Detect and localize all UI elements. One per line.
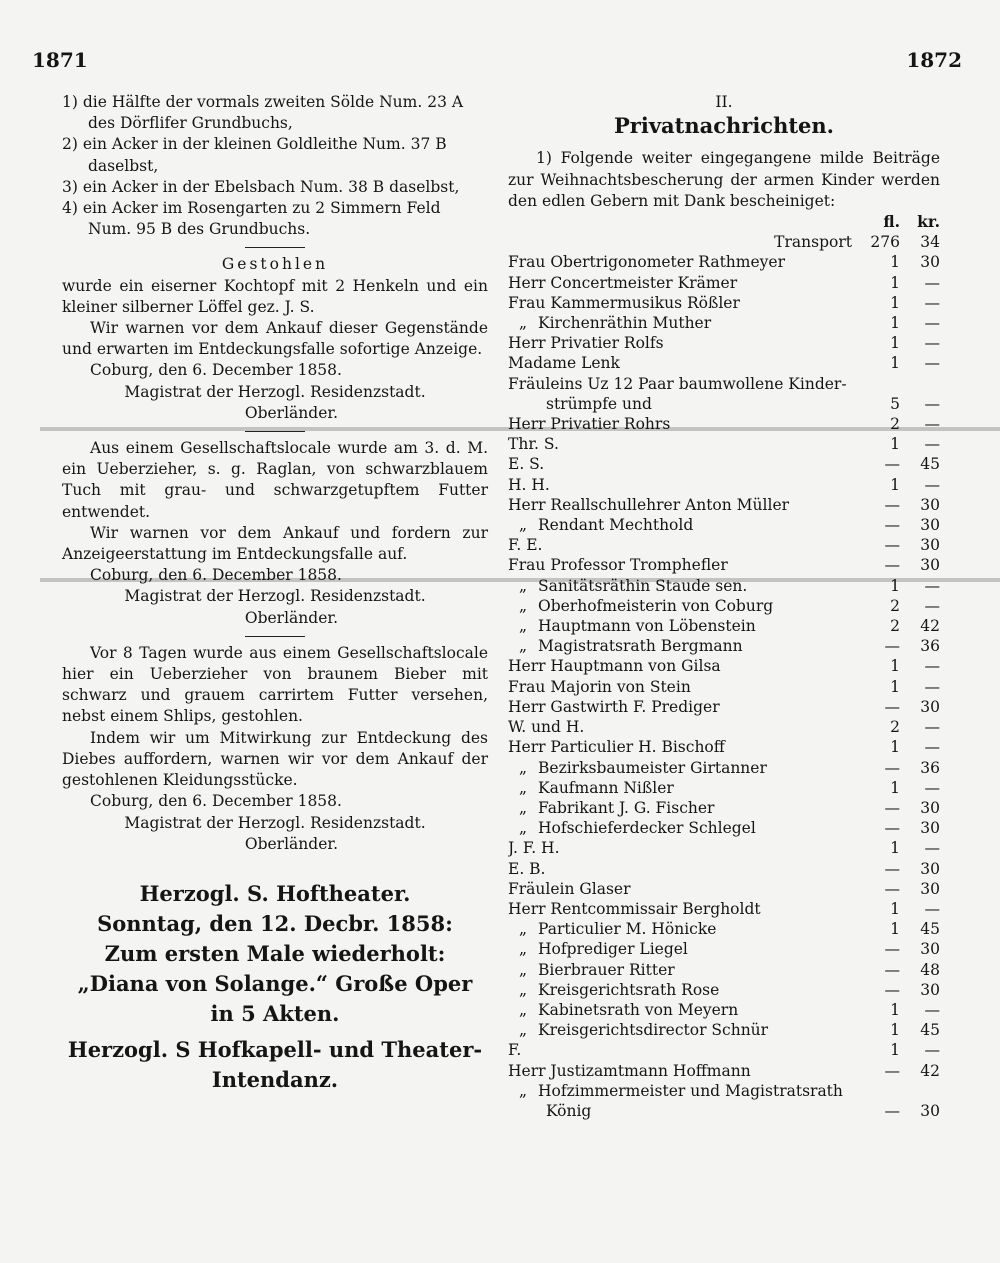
table-row [508,293,940,313]
donor-name: E. S. [508,455,545,474]
amount-fl: 1 [890,738,900,757]
donor-cell [508,1020,860,1040]
amount-kr: 48 [920,960,940,979]
ditto-mark: „ [518,637,528,656]
donor-name: Fräuleins Uz 12 Paar baumwollene Kinder- [508,374,847,393]
table-row [508,394,940,414]
amount-fl: — [884,819,900,838]
amount-kr: 30 [920,798,940,817]
table-row [508,616,940,636]
donor-name: Fabrikant J. G. Fischer [538,798,715,817]
table-row [508,879,940,899]
transport-row [508,232,940,252]
table-row [508,636,940,656]
amount-kr: 30 [920,940,940,959]
donor-name: Hofprediger Liegel [538,940,688,959]
ditto-mark: „ [518,1000,528,1019]
amount-fl: 1 [890,314,900,333]
amount-fl: 1 [890,293,900,312]
amount-fl: — [884,637,900,656]
amount-kr: — [924,435,940,454]
donor-name: Kreisgerichtsrath Rose [538,980,720,999]
table-row [508,576,940,596]
donor-cell [508,636,860,656]
amount-fl [860,374,904,394]
donor-cell [508,838,860,858]
donor-name: Hofschieferdecker Schlegel [538,819,756,838]
theatre-date: Sonntag, den 12. Decbr. 1858: [97,910,453,936]
theatre-title: Herzogl. S. Hoftheater. [139,880,411,906]
table-row [508,1101,940,1121]
donor-cell [508,798,860,818]
donor-name: F. [508,1041,522,1060]
table-row [508,454,940,474]
table-row [508,1061,940,1081]
table-row [508,434,940,454]
ditto-mark: „ [518,980,528,999]
donor-cell [508,939,860,959]
table-row [508,313,940,333]
donor-cell [508,758,860,778]
amount-fl: 1 [890,253,900,272]
donor-cell [508,879,860,899]
donor-cell [508,677,860,697]
amount-kr: — [924,334,940,353]
list-item: 3) ein Acker in der Ebelsbach Num. 38 B daselbst, [62,177,460,196]
donor-cell [508,697,860,717]
table-row [508,960,940,980]
ditto-mark: „ [518,798,528,817]
table-row [508,859,940,879]
donor-cell [508,919,860,939]
donor-cell [508,313,860,333]
table-row [508,333,940,353]
table-row [508,1000,940,1020]
amount-kr: 30 [920,819,940,838]
donor-cell [508,353,860,373]
amount-fl: 1 [890,920,900,939]
amount-kr: — [924,576,940,595]
list-item: 1) die Hälfte der vormals zweiten Sölde Num. 23 A des Dörflifer Grundbuchs, [62,93,464,133]
donor-name: strümpfe und [546,394,652,413]
donor-name: J. F. H. [508,839,560,858]
donor-name: Sanitätsräthin Staude sen. [538,576,748,595]
amount-fl: 1 [890,354,900,373]
donor-cell [508,434,860,454]
right-column [508,92,940,1121]
donor-name: H. H. [508,475,550,494]
donor-name: Oberhofmeisterin von Coburg [538,596,774,615]
amount-fl: — [884,879,900,898]
donor-name: Herr Privatier Rolfs [508,334,664,353]
page-number-left: 1871 [32,48,88,72]
amount-kr: 30 [920,859,940,878]
amount-kr: 42 [920,617,940,636]
notice-heading: Gestohlen [221,255,329,274]
donor-name: Madame Lenk [508,354,620,373]
amount-fl: 1 [890,273,900,292]
ditto-mark: „ [518,920,528,939]
table-row [508,697,940,717]
table-row [508,778,940,798]
amount-fl: 1 [890,435,900,454]
donor-name: Herr Justizamtmann Hoffmann [508,1061,751,1080]
donor-cell [508,475,860,495]
donor-cell [508,1061,860,1081]
amount-kr: 42 [920,1061,940,1080]
donor-cell [508,333,860,353]
amount-kr: 30 [920,697,940,716]
amount-fl: — [884,495,900,514]
amount-fl: — [884,697,900,716]
amount-kr [904,374,940,394]
donor-name: Hofzimmermeister und Magistratsrath [538,1081,843,1100]
amount-kr: — [924,475,940,494]
donor-cell [508,1101,860,1121]
theatre-line: Zum ersten Male wiederholt: [104,940,446,966]
ditto-mark: „ [518,819,528,838]
donor-cell [508,555,860,575]
amount-kr: — [924,1041,940,1060]
amount-kr: 36 [920,637,940,656]
donor-name: Magistratsrath Bergmann [538,637,743,656]
amount-fl: 1 [890,778,900,797]
notice-date: Coburg, den 6. December 1858. [90,792,342,811]
donor-name: Herr Particulier H. Bischoff [508,738,725,757]
table-row [508,414,940,434]
amount-fl: — [884,758,900,777]
ditto-mark: „ [518,1021,528,1040]
ditto-mark: „ [518,778,528,797]
donor-name: Frau Professor Tromphefler [508,556,728,575]
amount-fl: — [884,516,900,535]
separator-rule [245,431,305,432]
donor-cell [508,818,860,838]
theatre-line: „Diana von Solange.“ Große Oper [77,970,473,996]
table-row [508,939,940,959]
donor-cell [508,1000,860,1020]
table-row [508,596,940,616]
amount-kr: 30 [920,879,940,898]
table-row [508,1020,940,1040]
amount-fl: — [884,1061,900,1080]
notice-authority: Magistrat der Herzogl. Residenzstadt. [124,382,426,401]
donor-name: Frau Obertrigonometer Rathmeyer [508,253,785,272]
notice-body: wurde ein eiserner Kochtopf mit 2 Henkeln und ein kleiner silberner Löffel gez. J. S. [62,276,488,316]
donor-cell [508,1081,860,1101]
notice-authority: Magistrat der Herzogl. Residenzstadt. [124,587,426,606]
table-row [508,717,940,737]
amount-fl: — [884,536,900,555]
donor-name: Herr Privatier Rohrs [508,415,671,434]
donor-name: Thr. S. [508,435,559,454]
amount-kr: — [924,394,940,413]
amount-fl: — [884,455,900,474]
table-row [508,475,940,495]
transport-fl: 276 [870,233,900,252]
separator-rule [245,636,305,637]
amount-fl: 1 [890,1021,900,1040]
amount-fl: 1 [890,677,900,696]
table-row [508,515,940,535]
amount-fl: 1 [890,334,900,353]
amount-fl: 1 [890,1000,900,1019]
table-row [508,555,940,575]
amount-fl: 1 [890,899,900,918]
amount-kr: — [924,293,940,312]
donor-cell [508,576,860,596]
donor-cell [508,535,860,555]
amount-kr: — [924,899,940,918]
notice-body: Vor 8 Tagen wurde aus einem Gesellschaftslocale hier ein Ueberzieher von braunem Bieber mit schwarz und grauem carrirtem Futter versehen, nebst einem Shlips, gestohlen. [62,643,488,726]
table-row [508,1081,940,1101]
donor-cell [508,717,860,737]
donor-cell [508,394,860,414]
table-row [508,273,940,293]
ditto-mark: „ [518,314,528,333]
donor-cell [508,859,860,879]
table-row [508,899,940,919]
left-column [62,92,488,1095]
donor-cell [508,454,860,474]
notice-signature: Oberländer. [244,834,338,853]
notice-date: Coburg, den 6. December 1858. [90,361,342,380]
donor-name: Hauptmann von Löbenstein [538,617,756,636]
ditto-mark: „ [518,516,528,535]
transport-label: Transport [774,233,852,252]
donor-cell [508,273,860,293]
donor-name: Herr Concertmeister Krämer [508,273,738,292]
notice-signature: Oberländer. [244,403,338,422]
donor-name: Frau Kammermusikus Rößler [508,293,740,312]
amount-kr: — [924,273,940,292]
ditto-mark: „ [518,960,528,979]
amount-fl: — [884,980,900,999]
amount-kr: — [924,596,940,615]
donor-name: Particulier M. Hönicke [538,920,717,939]
donor-cell [508,414,860,434]
donor-name: Kabinetsrath von Meyern [538,1000,739,1019]
donor-name: Herr Reallschullehrer Anton Müller [508,495,790,514]
ditto-mark: „ [518,1081,528,1100]
amount-kr: 30 [920,980,940,999]
donor-cell [508,616,860,636]
donor-name: E. B. [508,859,546,878]
donor-name: Rendant Mechthold [538,516,694,535]
amount-fl [860,1081,904,1101]
amount-fl: 2 [890,596,900,615]
ditto-mark: „ [518,576,528,595]
amount-kr [904,1081,940,1101]
ditto-mark: „ [518,940,528,959]
amount-kr: — [924,1000,940,1019]
amount-kr: 30 [920,516,940,535]
table-row [508,758,940,778]
donor-name: Herr Rentcommissair Bergholdt [508,899,761,918]
amount-fl: 2 [890,415,900,434]
amount-kr: 30 [920,495,940,514]
page-number-right: 1872 [906,48,962,72]
amount-fl: 1 [890,657,900,676]
amount-kr: 30 [920,253,940,272]
amount-kr: 30 [920,556,940,575]
table-header-row [508,212,940,232]
amount-fl: 1 [890,1041,900,1060]
table-row [508,252,940,272]
table-row [508,677,940,697]
notice-warning: Indem wir um Mitwirkung zur Entdeckung des Diebes auffordern, warnen wir vor dem Ankauf der gestohlenen Kleidungsstücke. [62,728,488,790]
amount-fl: — [884,940,900,959]
table-row [508,737,940,757]
ditto-mark: „ [518,758,528,777]
table-row [508,535,940,555]
list-item: 2) ein Acker in der kleinen Goldleithe Num. 37 B daselbst, [62,135,447,175]
amount-kr: 45 [920,920,940,939]
amount-fl: 1 [890,839,900,858]
table-row [508,353,940,373]
amount-fl: — [884,960,900,979]
donor-cell [508,374,860,394]
amount-fl: — [884,859,900,878]
amount-kr: 36 [920,758,940,777]
donor-name: Bierbrauer Ritter [538,960,675,979]
notice-warning: Wir warnen vor dem Ankauf dieser Gegenstände und erwarten im Entdeckungsfalle sofortige Anzeige. [62,319,488,359]
table-row [508,374,940,394]
donor-name: F. E. [508,536,543,555]
notice-warning: Wir warnen vor dem Ankauf und fordern zur Anzeigeerstattung im Entdeckungsfalle auf. [62,523,488,564]
donor-cell [508,252,860,272]
amount-kr: 45 [920,1021,940,1040]
amount-fl: 1 [890,475,900,494]
amount-fl: 2 [890,617,900,636]
donor-name: Kaufmann Nißler [538,778,674,797]
theatre-signature: Herzogl. S Hofkapell- und Theater-Intendanz. [67,1036,483,1092]
list-item: 4) ein Acker im Rosengarten zu 2 Simmern Feld Num. 95 B des Grundbuchs. [62,199,441,239]
transport-kr: 34 [920,233,940,252]
ditto-mark: „ [518,596,528,615]
ditto-mark: „ [518,617,528,636]
amount-fl: — [884,556,900,575]
amount-kr: 45 [920,455,940,474]
amount-kr: 30 [920,536,940,555]
notice-authority: Magistrat der Herzogl. Residenzstadt. [124,813,426,832]
table-row [508,818,940,838]
amount-kr: — [924,415,940,434]
notice-body: Aus einem Gesellschaftslocale wurde am 3. d. M. ein Ueberzieher, s. g. Raglan, von schwarzblauem Tuch mit grau- und schwarzgetupftem Futter entwendet. [62,439,488,521]
amount-fl: 5 [890,394,900,413]
separator-rule [245,247,305,248]
amount-kr: — [924,839,940,858]
amount-kr: — [924,718,940,737]
donor-cell [508,737,860,757]
donor-cell [508,899,860,919]
donor-name: Kreisgerichtsdirector Schnür [538,1021,769,1040]
donor-name: Herr Hauptmann von Gilsa [508,657,721,676]
table-row [508,980,940,1000]
donor-cell [508,596,860,616]
amount-kr: 30 [920,1101,940,1120]
donor-name: Kirchenräthin Muther [538,314,712,333]
amount-kr: — [924,677,940,696]
donor-cell [508,495,860,515]
donor-cell [508,656,860,676]
column-header-fl: fl. [883,212,900,232]
donor-cell [508,778,860,798]
amount-kr: — [924,657,940,676]
table-row [508,1040,940,1060]
donor-cell [508,960,860,980]
donor-cell [508,293,860,313]
amount-kr: — [924,778,940,797]
donor-name: Fräulein Glaser [508,879,631,898]
amount-fl: 2 [890,718,900,737]
amount-kr: — [924,738,940,757]
table-row [508,838,940,858]
table-row [508,798,940,818]
donor-cell [508,980,860,1000]
donor-name: W. und H. [508,718,585,737]
theatre-line: in 5 Akten. [210,1000,340,1026]
donor-cell [508,515,860,535]
notice-signature: Oberländer. [244,608,338,627]
section-title: Privatnachrichten. [613,113,834,139]
donor-name: Frau Majorin von Stein [508,677,691,696]
table-row [508,656,940,676]
section-intro: 1) Folgende weiter eingegangene milde Beiträge zur Weihnachtsbescherung der armen Kinder werden den edlen Gebern mit Dank bescheiniget: [508,149,940,210]
amount-fl: — [884,798,900,817]
donor-name: Herr Gastwirth F. Prediger [508,697,720,716]
table-row [508,495,940,515]
amount-kr: — [924,314,940,333]
section-number: II. [715,93,733,111]
notice-date: Coburg, den 6. December 1858. [90,566,342,585]
donations-table [508,212,940,1121]
donor-name: Bezirksbaumeister Girtanner [538,758,767,777]
amount-fl: 1 [890,576,900,595]
donor-cell [508,1040,860,1060]
table-row [508,919,940,939]
donor-name: König [546,1101,592,1120]
amount-fl: — [884,1101,900,1120]
amount-kr: — [924,354,940,373]
column-header-kr: kr. [917,212,940,232]
